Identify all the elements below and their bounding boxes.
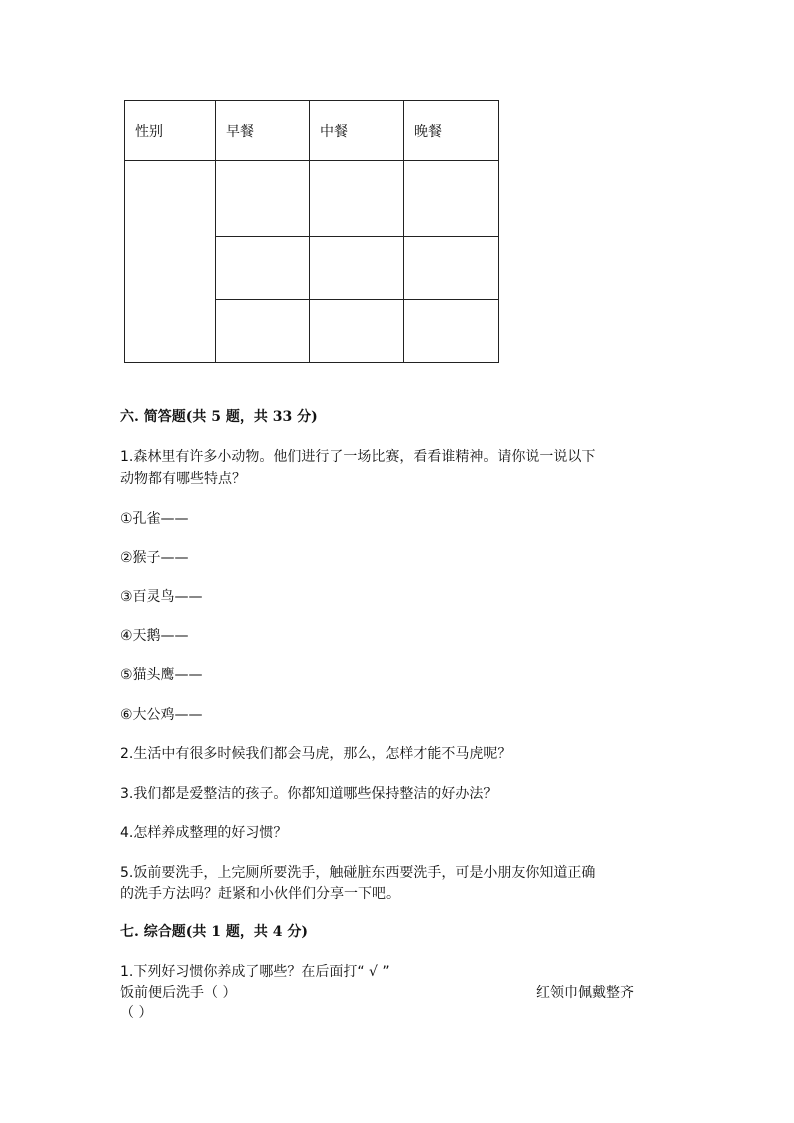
q5-text-line1: 5.饭前要洗手，上完厕所要洗手，触碰脏东西要洗手，可是小朋友你知道正确 — [120, 865, 596, 881]
q4-text: 4.怎样养成整理的好习惯？ — [120, 825, 288, 841]
table-cell[interactable] — [310, 161, 404, 237]
table-cell[interactable] — [216, 161, 310, 237]
animal-swan: ④天鹅—— — [120, 628, 189, 644]
animal-lark: ③百灵鸟—— — [120, 589, 203, 605]
header-lunch: 中餐 — [310, 101, 404, 161]
table-header-row — [125, 101, 499, 161]
table-cell[interactable] — [216, 300, 310, 363]
q5-text-line2: 的洗手方法吗？赶紧和小伙伴们分享一下吧。 — [120, 886, 400, 902]
q1-text-line2: 动物都有哪些特点？ — [120, 471, 246, 487]
habit-red-scarf: 红领巾佩戴整齐 — [536, 985, 634, 1001]
q2-text: 2.生活中有很多时候我们都会马虎，那么，怎样才能不马虎呢？ — [120, 746, 512, 762]
table-cell[interactable] — [216, 237, 310, 300]
header-dinner: 晚餐 — [404, 101, 499, 161]
q1-text-line1: 1.森林里有许多小动物。他们进行了一场比赛，看看谁精神。请你说一说以下 — [120, 449, 596, 465]
animal-owl: ⑤猫头鹰—— — [120, 667, 203, 683]
animal-monkey: ②猴子—— — [120, 550, 189, 566]
table-cell[interactable] — [310, 300, 404, 363]
q3-text: 3.我们都是爱整洁的孩子。你都知道哪些保持整洁的好办法？ — [120, 786, 498, 802]
gender-cell[interactable] — [125, 161, 216, 363]
animal-rooster: ⑥大公鸡—— — [120, 707, 203, 723]
s7-q1-text: 1.下列好习惯你养成了哪些？在后面打“ √ ” — [120, 964, 390, 980]
table-cell[interactable] — [404, 161, 499, 237]
animal-peacock: ①孔雀—— — [120, 511, 189, 527]
header-gender: 性别 — [125, 101, 216, 161]
section6-heading: 六. 简答题(共 5 题，共 33 分) — [120, 409, 318, 425]
table-cell[interactable] — [404, 237, 499, 300]
header-breakfast: 早餐 — [216, 101, 310, 161]
section7-heading: 七. 综合题(共 1 题，共 4 分) — [120, 924, 308, 940]
table-cell[interactable] — [310, 237, 404, 300]
table-row — [125, 161, 499, 237]
table-cell[interactable] — [404, 300, 499, 363]
habit-red-scarf-answer[interactable]: （ ） — [120, 1005, 153, 1021]
meal-table — [124, 100, 499, 363]
habit-wash-hands[interactable]: 饭前便后洗手（ ） — [120, 985, 237, 1001]
